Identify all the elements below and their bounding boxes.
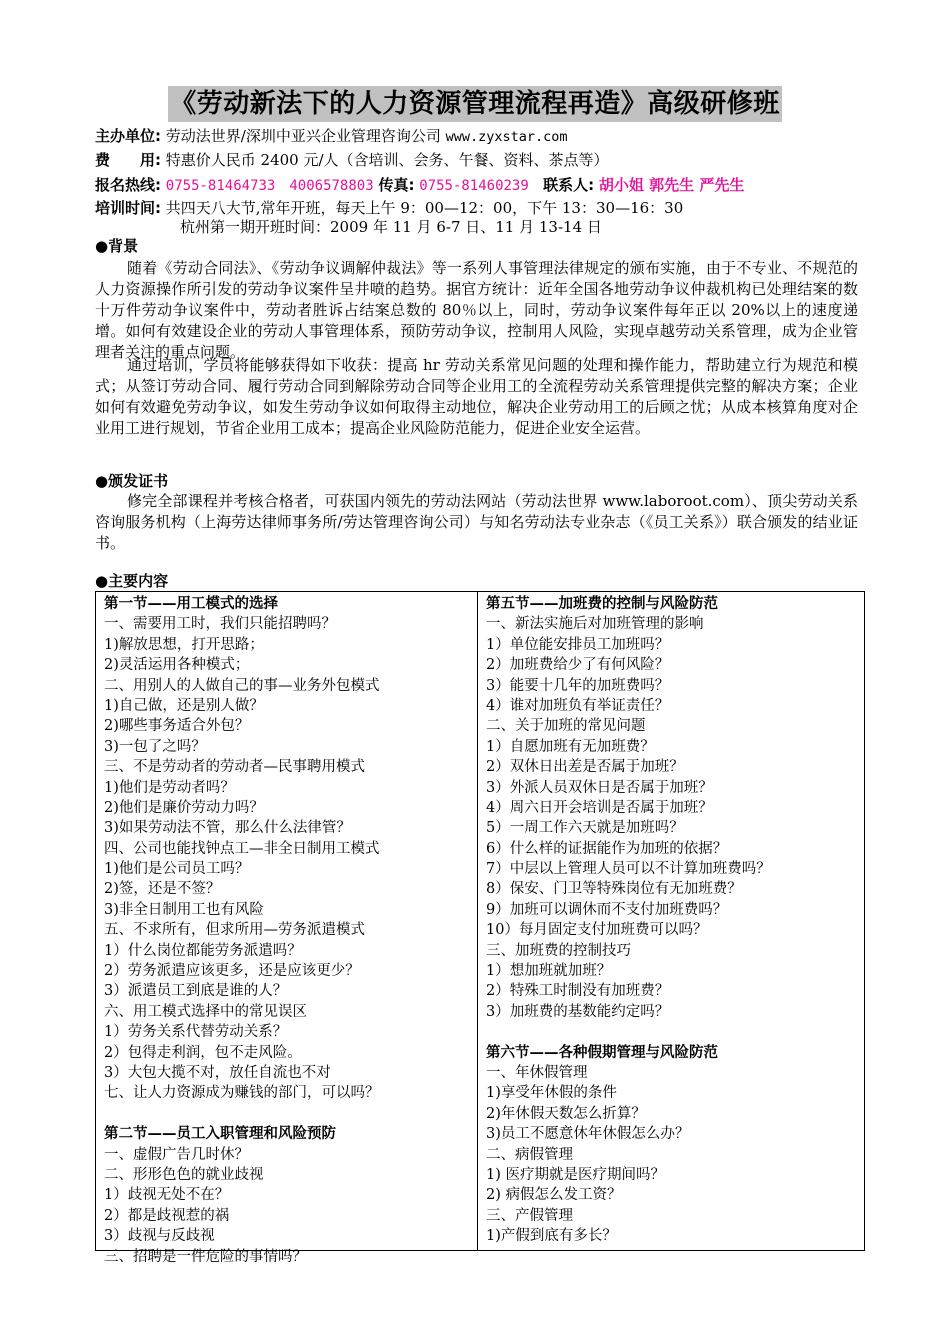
- list-item: 一、年休假管理: [486, 1064, 588, 1081]
- list-item: 三、产假管理: [486, 1207, 573, 1224]
- contact-label: 联系人:: [543, 176, 595, 194]
- list-item: 2)年休假天数怎么折算？: [486, 1105, 646, 1122]
- list-item: 10）每月固定支付加班费可以吗？: [486, 922, 708, 939]
- list-item: 1）想加班就加班？: [486, 963, 612, 980]
- list-item: 7）中层以上管理人员可以不计算加班费吗？: [486, 861, 771, 878]
- list-item: 2)灵活运用各种模式；: [104, 657, 250, 674]
- background-paragraph-1: 随着《劳动合同法》、《劳动争议调解仲裁法》等一系列人事管理法律规定的颁布实施，由于不专业、不规范的人力资源操作所引发的劳动争议案件呈井喷的趋势。据官方统计：近年全国各地劳动争议仲裁机构已处理结案的数十万件劳动争议案件中，劳动者胜诉占结案总数的 80％以上，同时，劳动争议案件每年正以 20%以上的速度递增。如何有效建设企业的劳动人事管理体系，预防劳动争议，控制用人风险，实现卓越劳动关系管理，成为企业管理者关注的重点问题。: [95, 259, 858, 361]
- list-item: 1）歧视无处不在？: [104, 1187, 230, 1204]
- list-item: 2）劳务派遣应该更多，还是应该更少？: [104, 963, 360, 980]
- list-item: 三、招聘是一件危险的事情吗？: [104, 1248, 307, 1265]
- list-item: 一、新法实施后对加班管理的影响: [486, 616, 704, 633]
- fee-text: 特惠价人民币 2400 元/人（含培训、会务、午餐、资料、茶点等）: [165, 151, 609, 169]
- list-item: 2)哪些事务适合外包？: [104, 718, 250, 735]
- list-item: 二、形形色色的就业歧视: [104, 1166, 264, 1183]
- list-item: 3）派遣员工到底是谁的人？: [104, 983, 288, 1000]
- time-line-2: [180, 218, 950, 237]
- list-item: 2）加班费给少了有何风险？: [486, 657, 670, 674]
- section-heading: 第六节——各种假期管理与风险防范: [486, 1044, 718, 1061]
- list-item: 1）自愿加班有无加班费？: [486, 738, 655, 755]
- list-item: 二、病假管理: [486, 1146, 573, 1163]
- list-item: 3)员工不愿意休年休假怎么办？: [486, 1126, 690, 1143]
- section-heading: 第一节——用工模式的选择: [104, 596, 278, 612]
- list-item: 3）加班费的基数能约定吗？: [486, 1003, 670, 1020]
- list-item: 1）劳务关系代替劳动关系？: [104, 1024, 288, 1041]
- list-item: 9）加班可以调休而不支付加班费吗？: [486, 901, 728, 918]
- list-item: 3）外派人员双休日是否属于加班？: [486, 779, 713, 796]
- fax-number: 0755-81460239: [419, 178, 529, 194]
- list-item: 一、需要用工时，我们只能招聘吗？: [104, 616, 336, 633]
- fee-label: 费 用:: [95, 151, 161, 169]
- background-heading: ●背景: [95, 237, 139, 255]
- list-item: 1) 医疗期就是医疗期间吗？: [486, 1166, 665, 1183]
- section-heading: 第二节——员工入职管理和风险预防: [104, 1126, 336, 1143]
- list-item: 5）一周工作六天就是加班吗？: [486, 820, 684, 837]
- list-item: 1)他们是公司员工吗？: [104, 861, 250, 878]
- list-item: 2)签，还是不签？: [104, 881, 221, 898]
- list-item: 一、虚假广告几时休？: [104, 1146, 249, 1163]
- content-column-right: [478, 592, 864, 1250]
- contact-names: 胡小姐 郭先生 严先生: [598, 176, 745, 194]
- spacer: [486, 1022, 864, 1042]
- content-table: [95, 591, 865, 1265]
- list-item: 3）大包大揽不对，放任自流也不对: [104, 1064, 331, 1081]
- list-item: 4）周六日开会培训是否属于加班？: [486, 799, 713, 816]
- list-item: 2）特殊工时制没有加班费？: [486, 983, 670, 1000]
- list-item: 1)享受年休假的条件: [486, 1085, 617, 1102]
- list-item: 2）双休日出差是否属于加班？: [486, 759, 684, 776]
- list-item: 二、关于加班的常见问题: [486, 718, 646, 735]
- list-item: 1)他们是劳动者吗？: [104, 779, 235, 796]
- list-item: 3)一包了之吗？: [104, 738, 206, 755]
- time-text-2: 杭州第一期开班时间：2009 年 11 月 6-7 日、11 月 13-14 日: [180, 218, 602, 236]
- organizer-text: 劳动法世界/深圳中亚兴企业管理咨询公司: [165, 127, 441, 145]
- list-item: 2) 病假怎么发工资？: [486, 1187, 622, 1204]
- list-item: 1)自己做，还是别人做？: [104, 697, 264, 714]
- background-paragraph-2: 通过培训，学员将能够获得如下收获：提高 hr 劳动关系常见问题的处理和操作能力，帮助建立行为规范和模式；从签订劳动合同、履行劳动合同到解除劳动合同等企业用工的全流程劳动关系管理提供完整的解决方案；企业如何有效避免劳动争议，如发生劳动争议如何取得主动地位，解决企业劳动用工的后顾之忧；从成本核算角度对企业用工进行规划，节省企业用工成本；提高企业风险防范能力，促进企业安全运营。: [95, 356, 858, 437]
- list-item: 1）单位能安排员工加班吗？: [486, 636, 670, 653]
- list-item: 三、不是劳动者的劳动者—民事聘用模式: [104, 759, 365, 776]
- organizer-line: [95, 127, 865, 147]
- list-item: 6）什么样的证据能作为加班的依据？: [486, 840, 728, 857]
- list-item: 3)非全日制用工也有风险: [104, 901, 264, 918]
- list-item: 3）能要十几年的加班费吗？: [486, 677, 670, 694]
- list-item: 4）谁对加班负有举证责任？: [486, 697, 670, 714]
- list-item: 1）什么岗位都能劳务派遣吗？: [104, 942, 302, 959]
- list-item: 2)他们是廉价劳动力吗？: [104, 799, 264, 816]
- certificate-paragraph: 修完全部课程并考核合格者，可获国内领先的劳动法网站（劳动法世界 www.laboroot.com）、顶尖劳动关系咨询服务机构（上海劳达律师事务所/劳达管理咨询公司）与知名劳动法专业杂志（《员工关系》）联合颁发的结业证书。: [95, 492, 858, 552]
- time-line: [95, 199, 865, 218]
- title-wrap: [0, 86, 950, 122]
- list-item: 2）都是歧视惹的祸: [104, 1207, 230, 1224]
- organizer-url: www.zyxstar.com: [445, 129, 568, 145]
- spacer: [104, 1104, 477, 1124]
- page-title: 《劳动新法下的人力资源管理流程再造》高级研修班: [168, 86, 782, 122]
- list-item: 1)产假到底有多长？: [486, 1228, 617, 1245]
- content-heading: ●主要内容: [95, 572, 169, 590]
- certificate-heading: ●颁发证书: [95, 472, 169, 490]
- list-item: 8）保安、门卫等特殊岗位有无加班费？: [486, 881, 742, 898]
- list-item: 五、不求所有，但求所用—劳务派遣模式: [104, 922, 365, 939]
- organizer-label: 主办单位:: [95, 127, 161, 145]
- hotline-numbers: 0755-81464733 4006578803: [165, 178, 374, 194]
- time-text: 共四天八大节,常年开班，每天上午 9：00—12：00，下午 13：30—16：30: [165, 199, 684, 217]
- fax-label: 传真:: [378, 176, 415, 194]
- list-item: 3）歧视与反歧视: [104, 1228, 215, 1245]
- list-item: 六、用工模式选择中的常见误区: [104, 1003, 307, 1020]
- list-item: 四、公司也能找钟点工—非全日制用工模式: [104, 840, 380, 857]
- list-item: 七、让人力资源成为赚钱的部门，可以吗？: [104, 1085, 380, 1102]
- hotline-line: [95, 176, 865, 196]
- fee-line: [95, 151, 865, 170]
- list-item: 三、加班费的控制技巧: [486, 942, 631, 959]
- list-item: 3)如果劳动法不管，那么什么法律管？: [104, 820, 351, 837]
- section-heading: 第五节——加班费的控制与风险防范: [486, 596, 718, 612]
- list-item: 二、用别人的人做自己的事—业务外包模式: [104, 677, 380, 694]
- time-label: 培训时间:: [95, 199, 161, 217]
- list-item: 1)解放思想，打开思路；: [104, 636, 264, 653]
- hotline-label: 报名热线:: [95, 176, 161, 194]
- list-item: 2）包得走利润，包不走风险。: [104, 1044, 302, 1061]
- content-column-left: [96, 592, 478, 1265]
